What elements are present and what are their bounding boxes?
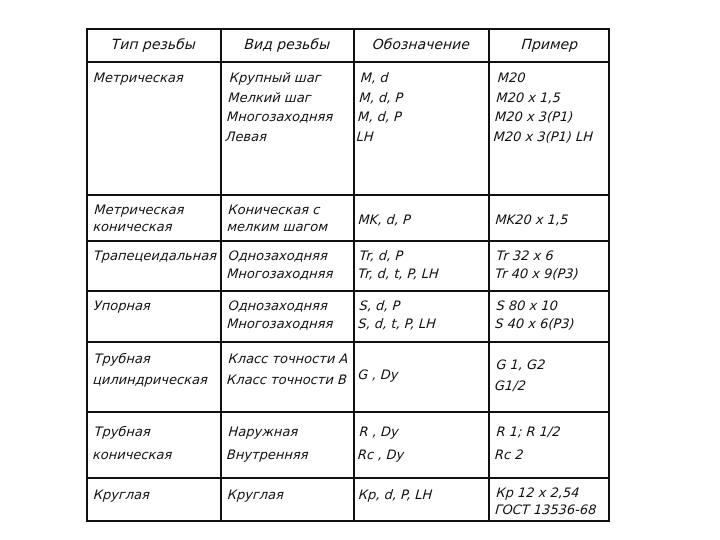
cell-type — [94, 413, 218, 477]
type-line: Трубная — [94, 352, 152, 367]
example-line: Кр 12 x 2,54 — [495, 486, 580, 501]
kind-line: Коническая с — [227, 203, 321, 218]
kind-line: Многозаходняя — [226, 110, 334, 125]
cell-type — [94, 61, 218, 194]
cell-designation — [356, 61, 486, 194]
type-line: Метрическая — [93, 203, 185, 218]
type-line: Трапецеидальная — [93, 249, 218, 264]
kind-line: Однозаходняя — [227, 299, 329, 314]
kind-line: Внутренняя — [226, 448, 310, 463]
cell-example — [496, 343, 608, 411]
example-line: S 40 x 6(P3) — [494, 317, 576, 332]
kind-line: Класс точности A — [228, 352, 349, 367]
kind-line: Круглая — [227, 488, 285, 503]
type-line: Упорная — [93, 299, 152, 314]
example-line: MK20 x 1,5 — [494, 213, 569, 228]
table-header — [88, 30, 608, 63]
kind-line: Левая — [225, 129, 268, 145]
kind-line: Однозаходняя — [227, 249, 329, 264]
table-row — [88, 196, 608, 242]
cell-kind — [228, 242, 351, 290]
designation-line: MK, d, P — [357, 213, 412, 228]
table-row — [88, 292, 608, 343]
type-line: Метрическая — [93, 71, 185, 86]
designation-line: M, d, P — [358, 90, 404, 106]
example-line: M20 x 3(P1) — [494, 110, 574, 125]
header-type: Тип резьбы — [111, 37, 197, 53]
designation-line: S, d, t, P, LH — [357, 317, 437, 332]
example-line: S 80 x 10 — [495, 299, 559, 314]
designation-line: M, d, P — [357, 110, 403, 125]
kind-line: Крупный шаг — [229, 71, 323, 86]
type-line: коническая — [92, 220, 173, 235]
designation-line: R , Dy — [359, 425, 400, 440]
example-line: Tr 40 x 9(P3) — [494, 267, 580, 282]
cell-example — [493, 61, 608, 194]
designation-line: Кр, d, P, LH — [358, 488, 433, 503]
cell-kind — [228, 292, 351, 341]
example-line: G1/2 — [494, 379, 527, 394]
cell-designation — [359, 242, 486, 290]
type-line: коническая — [92, 448, 173, 463]
cell-type — [94, 196, 218, 240]
cell-example — [496, 479, 608, 520]
designation-line: Tr, d, t, P, LH — [357, 267, 440, 282]
cell-kind — [228, 479, 351, 520]
table-row — [88, 413, 608, 479]
cell-kind — [228, 413, 351, 477]
example-line: M20 x 1,5 — [495, 90, 562, 106]
table-row — [88, 343, 608, 413]
designation-line: S, d, P — [358, 299, 401, 314]
type-line: цилиндрическая — [92, 373, 209, 388]
designation-line: Rc , Dy — [357, 448, 405, 463]
cell-designation — [359, 292, 486, 341]
cell-designation — [359, 196, 486, 240]
kind-line: Многозаходняя — [226, 267, 334, 282]
example-line: R 1; R 1/2 — [496, 425, 562, 440]
designation-line: M, d — [360, 71, 390, 86]
kind-line: мелким шагом — [226, 220, 329, 235]
kind-line: Многозаходняя — [226, 317, 334, 332]
kind-line: Наружная — [228, 425, 299, 440]
table-row — [88, 61, 608, 196]
header-kind: Вид резьбы — [243, 37, 331, 53]
example-line: M20 x 3(P1) LH — [493, 129, 594, 145]
type-line: Трубная — [94, 425, 152, 440]
example-line: Tr 32 x 6 — [495, 249, 555, 264]
cell-example — [496, 292, 608, 341]
example-line: M20 — [497, 71, 527, 86]
designation-line: LH — [356, 129, 375, 145]
cell-kind — [225, 61, 351, 194]
cell-kind — [228, 196, 351, 240]
cell-type — [94, 479, 218, 520]
thread-types-table — [86, 28, 610, 522]
cell-type — [94, 343, 218, 411]
header-example: Пример — [520, 37, 579, 53]
cell-type — [94, 242, 218, 290]
example-line: G 1, G2 — [495, 358, 546, 373]
cell-type — [94, 292, 218, 341]
cell-kind — [228, 343, 351, 411]
cell-example — [496, 196, 608, 240]
example-line: Rc 2 — [494, 448, 525, 463]
designation-line: G , Dy — [357, 368, 399, 383]
table-row — [88, 479, 608, 520]
example-line: ГОСТ 13536-68 — [494, 503, 597, 518]
table-row — [88, 242, 608, 292]
cell-designation — [359, 413, 486, 477]
header-designation: Обозначение — [372, 37, 471, 53]
designation-line: Tr, d, P — [358, 249, 404, 264]
cell-designation — [359, 479, 486, 520]
type-line: Круглая — [93, 488, 151, 503]
kind-line: Мелкий шаг — [227, 90, 313, 106]
cell-example — [496, 413, 608, 477]
kind-line: Класс точности B — [226, 373, 348, 388]
cell-example — [496, 242, 608, 290]
cell-designation — [359, 343, 486, 411]
